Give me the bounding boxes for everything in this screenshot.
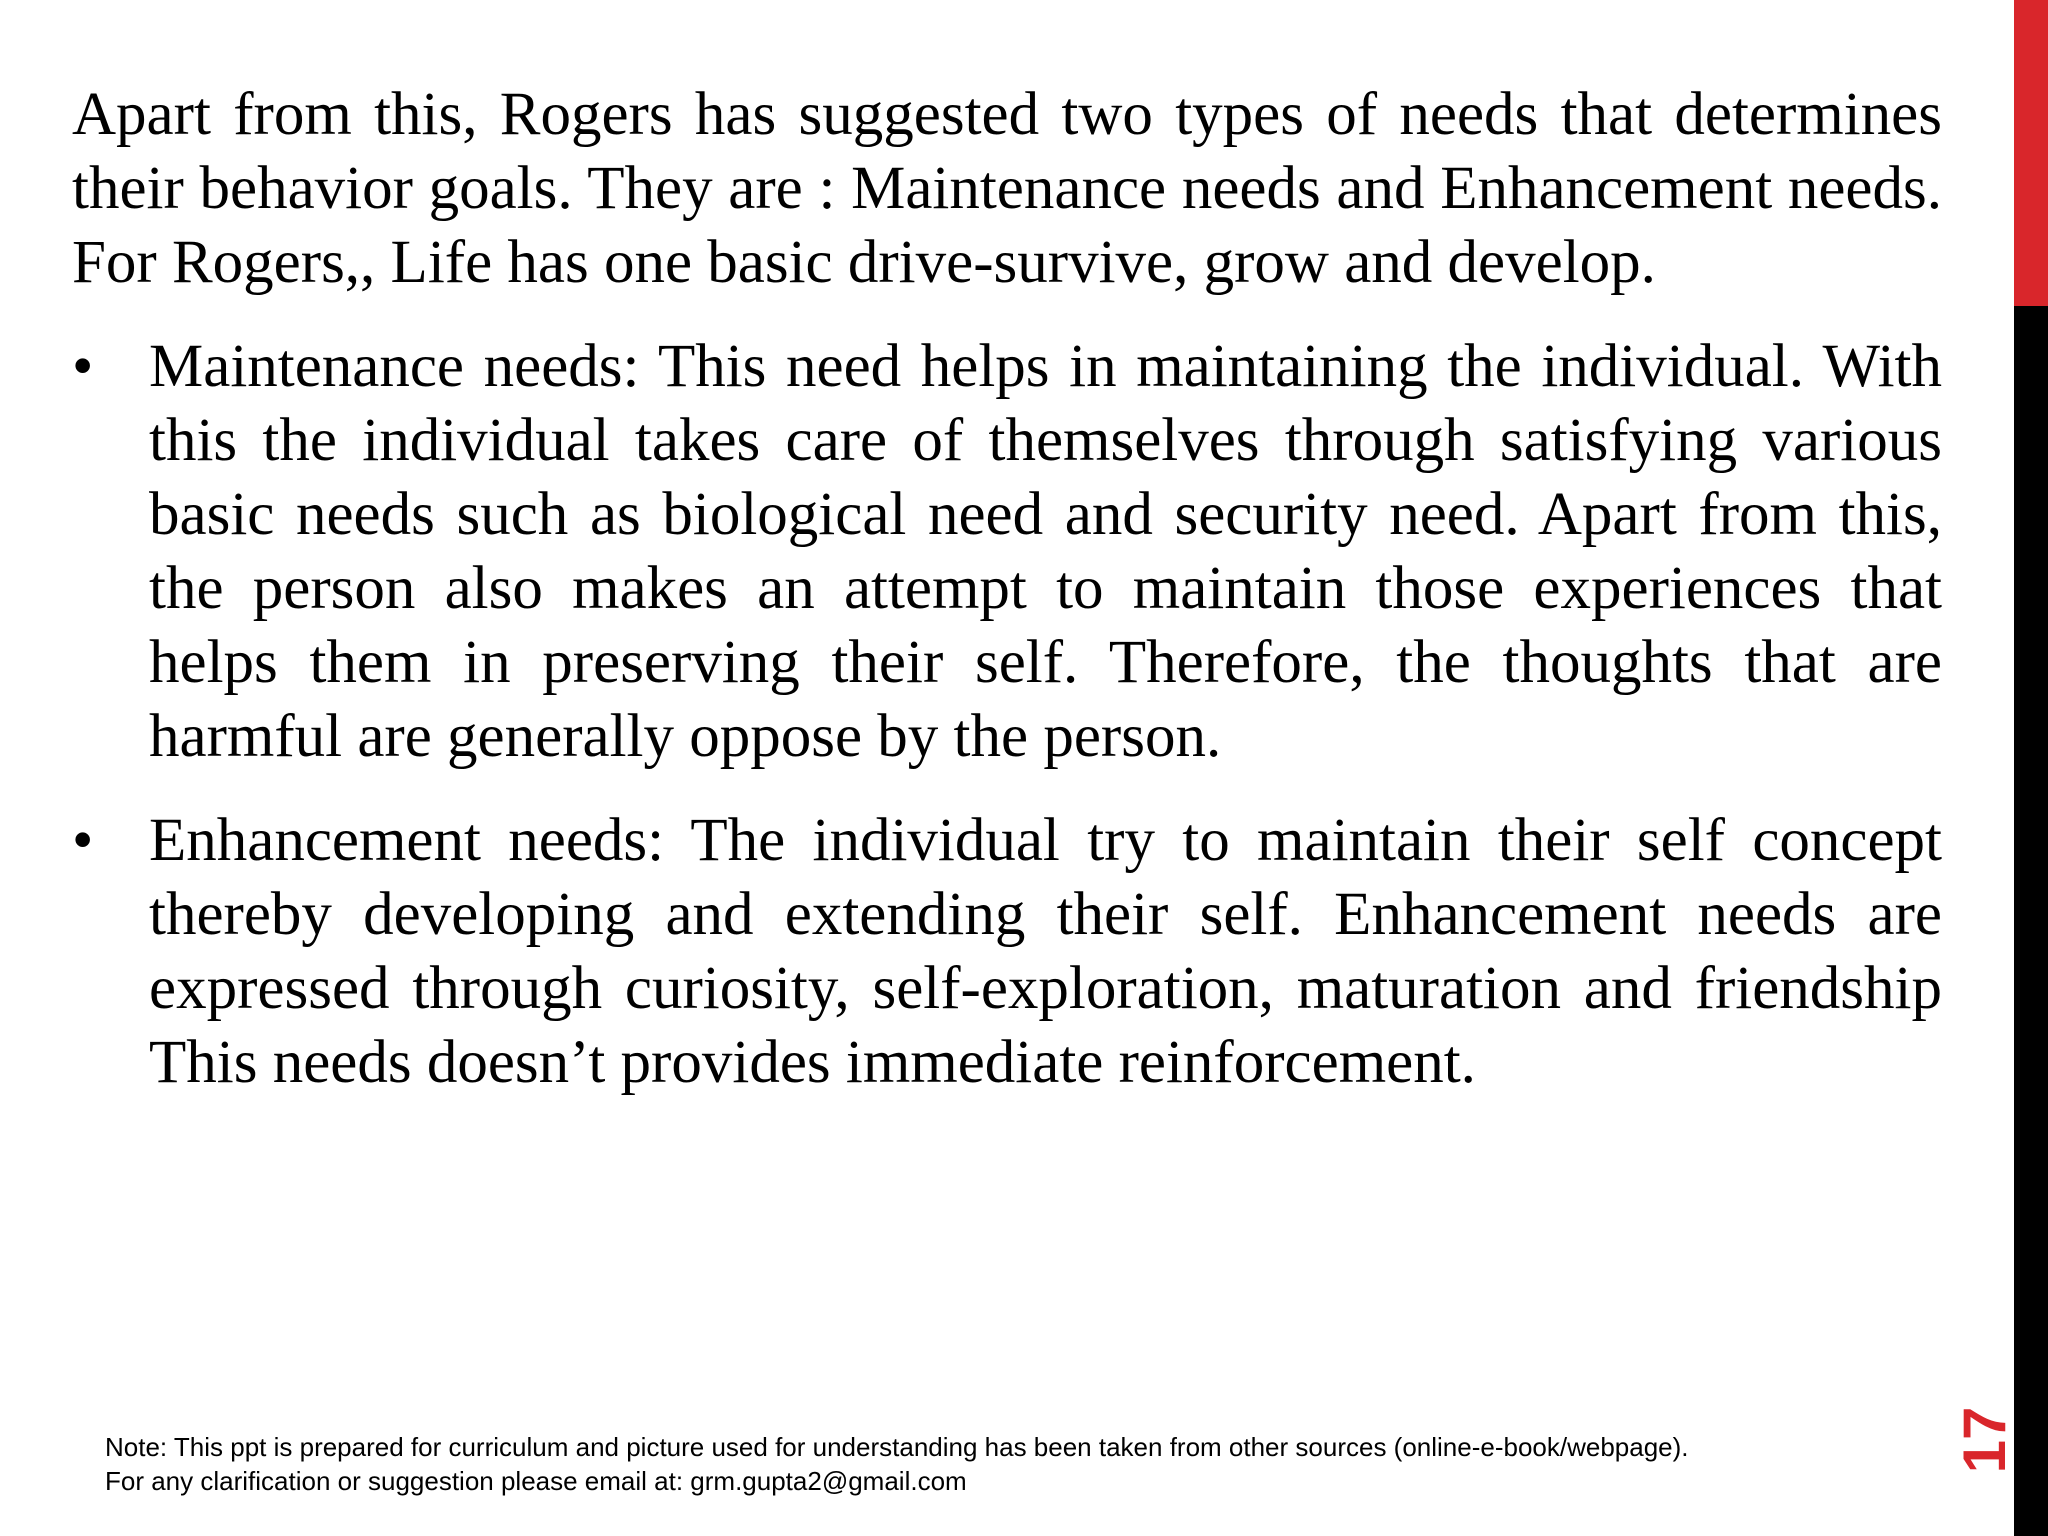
bullet-item-enhancement-needs: [72, 804, 1942, 1100]
bullet-text-maintenance-needs: Maintenance needs: This need helps in maintaining the individual. With this the individual takes care of themselves through satisfying various basic needs such as biological need and security need. Apart from this, the person also makes an attempt to maintain those experiences that helps them in preserving their self. Therefore, the thoughts that are harmful are generally oppose by the person.: [149, 333, 1942, 770]
page-number: 17: [1951, 1406, 2018, 1474]
bullet-item-maintenance-needs: [72, 330, 1942, 774]
side-accent-bar-black: [2014, 306, 2048, 1536]
footer-note-line-2: For any clarification or suggestion please email at: grm.gupta2@gmail.com: [105, 1466, 967, 1496]
side-accent-bar-red: [2014, 0, 2048, 306]
bullet-list: [72, 330, 1942, 1100]
footer-note: [105, 1430, 1905, 1498]
bullet-text-enhancement-needs: Enhancement needs: The individual try to maintain their self concept thereby developing and extending their self. Enhancement needs are expressed through curiosity, self-exploration, maturation and friendship This needs doesn’t provides immediate reinforcement.: [149, 807, 1942, 1096]
bullet-icon: •: [72, 807, 94, 874]
bullet-icon: •: [72, 333, 94, 400]
slide-body: [72, 78, 1942, 1130]
intro-paragraph: Apart from this, Rogers has suggested two types of needs that determines their behavior goals. They are : Maintenance needs and Enhancement needs. For Rogers,, Life has one basic drive-survive, grow and develop.: [72, 81, 1942, 296]
footer-note-line-1: Note: This ppt is prepared for curriculum and picture used for understanding has been taken from other sources (online-e-book/webpage).: [105, 1432, 1689, 1462]
